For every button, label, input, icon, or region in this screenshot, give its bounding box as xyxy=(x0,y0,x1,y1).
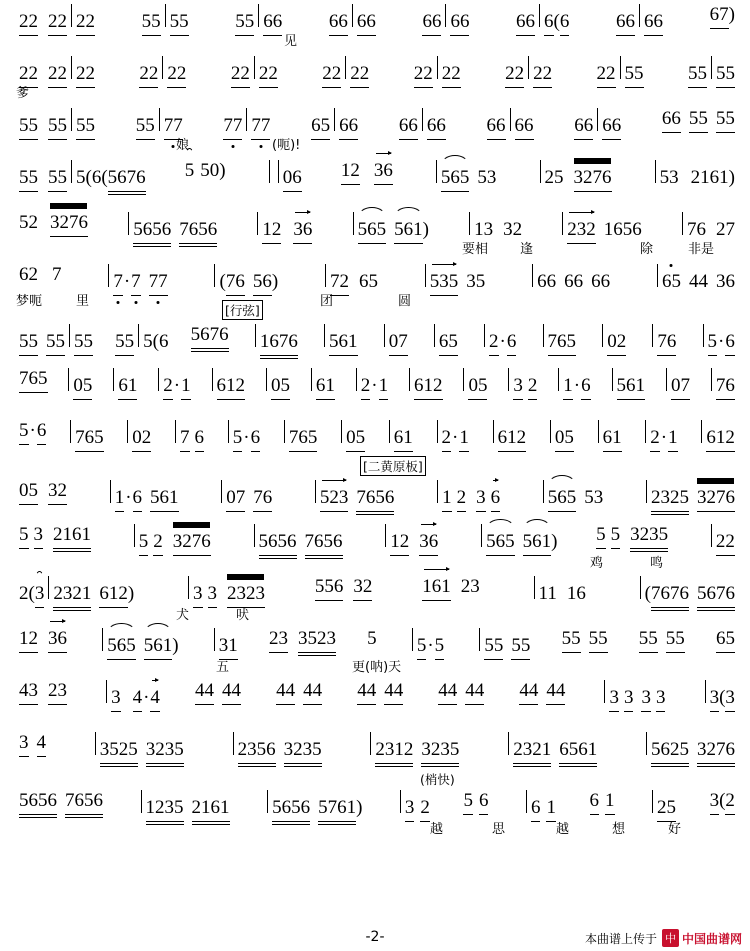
note-group: 05 32 xyxy=(18,480,68,505)
notation-row xyxy=(0,459,750,520)
note-group: 22 xyxy=(706,524,736,556)
note-group: 612 xyxy=(404,368,444,400)
note-group: 565 561 ) xyxy=(348,212,430,244)
note-group: 44 44 xyxy=(356,680,404,705)
note-group: 44 44 xyxy=(518,680,566,705)
note-group: 3 3 3 3 xyxy=(599,680,666,712)
note-group: 65 44 36 xyxy=(652,264,736,293)
lyric-text: 梦呃 xyxy=(16,294,43,309)
note-group: 07 xyxy=(661,368,691,400)
note-group: 31 xyxy=(209,628,239,660)
note-group: 2 · 1 xyxy=(351,368,389,400)
note-group: 77 77 xyxy=(222,108,271,140)
note-group: ( 7676 5676 xyxy=(635,576,736,608)
notation-row xyxy=(0,728,750,780)
lyric-text: 越 xyxy=(556,822,570,837)
lyric-text: 娘 xyxy=(176,138,190,153)
note-group: 66 66 xyxy=(573,108,622,140)
notation-row xyxy=(0,572,750,624)
notation-line xyxy=(18,212,736,244)
notation-line xyxy=(18,790,736,822)
note-group: 43 23 xyxy=(18,680,68,705)
note-group: 3 ( 2 xyxy=(709,790,736,815)
note-group: 61 xyxy=(306,368,336,400)
note-group: 22 22 xyxy=(230,56,279,88)
note-group: 55 55 xyxy=(687,56,736,88)
note-group: 565 561 ) xyxy=(97,628,179,660)
lyric-text: 五 xyxy=(216,660,230,675)
note-group: 66 6 ( 6 xyxy=(515,4,570,36)
note-group: 05 xyxy=(336,420,366,452)
note-group: 612 xyxy=(488,420,528,452)
note-group: 22 22 22 xyxy=(18,4,96,36)
note-group: 22 22 xyxy=(138,56,187,88)
note-group: 25 xyxy=(647,790,677,822)
tempo-tag-shaokuai: (梢快) xyxy=(420,772,455,787)
note-group: 66 66 xyxy=(328,4,377,36)
note-group: 55 55 xyxy=(638,628,686,653)
note-group: ( 76 56 ) xyxy=(209,264,279,296)
note-group: 5 · 6 xyxy=(18,420,47,445)
barline xyxy=(445,4,446,27)
barline xyxy=(639,4,640,27)
notation-line xyxy=(18,524,736,556)
notation-row xyxy=(0,520,750,572)
note-group: 76 xyxy=(647,324,677,356)
lyric-text: 团 xyxy=(320,294,334,309)
notation-row xyxy=(0,772,750,837)
note-group: 22 22 xyxy=(413,56,462,88)
note-group: 22 22 xyxy=(321,56,370,88)
lyric-text: 想 xyxy=(612,822,626,837)
notation-line xyxy=(18,160,736,192)
notation-line xyxy=(18,324,736,356)
lyric-text: 里 xyxy=(76,294,90,309)
note-group: 11 16 xyxy=(529,576,587,605)
lyric-text: 见 xyxy=(284,34,298,49)
note-group: 12 36 xyxy=(380,524,439,556)
note-group: 5 xyxy=(367,628,377,649)
note-group: 1 · 6 xyxy=(553,368,591,400)
lyric-text: 非是 xyxy=(688,242,715,257)
note-group: 72 65 xyxy=(320,264,379,296)
note-group: 535 35 xyxy=(420,264,487,296)
note-group: 765 xyxy=(18,368,49,393)
note-group: 2 · 1 xyxy=(432,420,470,452)
note-group: 13 32 xyxy=(464,212,523,241)
note-group: 161 23 xyxy=(421,576,481,601)
note-group: 2321 6561 xyxy=(503,732,598,764)
notation-line xyxy=(18,480,736,512)
note-group: 565 53 xyxy=(431,160,498,192)
note-group: 62 7 xyxy=(19,264,62,285)
note-group: 2356 3235 xyxy=(228,732,323,764)
note-group: 65 xyxy=(715,628,736,653)
note-group: 02 xyxy=(122,420,152,452)
note-group: 22 55 xyxy=(596,56,645,88)
notation-row xyxy=(0,303,750,364)
note-group: 1676 xyxy=(250,324,299,356)
note-group: 66 55 55 xyxy=(661,108,736,133)
note-group: 2 · 1 xyxy=(640,420,678,452)
lyric-text: 要相 xyxy=(462,242,489,257)
notation-row xyxy=(0,0,750,52)
note-group: 05 xyxy=(545,420,575,452)
lyric-text: 犬 xyxy=(176,608,190,623)
note-group: 55 55 xyxy=(141,4,190,36)
notation-line xyxy=(18,576,736,608)
note-group: 02 xyxy=(597,324,627,356)
note-group: 5656 5761 ) xyxy=(262,790,363,822)
note-group: 5625 3276 xyxy=(641,732,736,764)
note-group: 05 xyxy=(261,368,291,400)
note-group: 2 · 1 xyxy=(153,368,191,400)
note-group: 5 50) xyxy=(184,160,226,181)
note-group: 2 · 6 xyxy=(479,324,517,356)
credit-site-name: 中国曲谱网 xyxy=(681,931,742,946)
note-group: 65 66 xyxy=(310,108,359,140)
lyric-text: 更(呐)天 xyxy=(352,660,402,675)
note-group: 3 2 xyxy=(395,790,431,822)
note-group: 12 36 xyxy=(252,212,313,244)
note-group: 3525 3235 xyxy=(90,732,185,764)
note-group: 7 · 7 77 xyxy=(103,264,168,296)
lyric-text: (呃)! xyxy=(272,138,301,153)
note-group: 66 66 xyxy=(486,108,535,140)
lyric-text: 逢 xyxy=(520,242,534,257)
note-group: 61 xyxy=(593,420,623,452)
lyric-text: 吠 xyxy=(236,608,250,623)
note-group: 3 2 xyxy=(503,368,538,400)
note-group: 55 55 55 xyxy=(18,108,96,140)
notation-row xyxy=(0,156,750,208)
note-group: 5 3 2161 xyxy=(18,524,92,549)
barline xyxy=(352,4,353,27)
note-group: 66 66 xyxy=(421,4,470,36)
section-tag-xingxian: [行弦] xyxy=(222,300,263,320)
note-group: 05 xyxy=(63,368,93,400)
note-group: 6 1 xyxy=(521,790,557,822)
lyric-text: 越 xyxy=(430,822,444,837)
notation-line xyxy=(18,420,736,452)
note-group: 06 xyxy=(264,160,303,192)
note-group: 5656 7656 xyxy=(123,212,218,244)
note-group: 561 xyxy=(319,324,359,356)
note-group: 556 32 xyxy=(314,576,374,601)
note-group: 612 xyxy=(696,420,736,452)
notation-line xyxy=(18,264,736,296)
notation-row xyxy=(0,52,750,104)
note-group: 53 2161) xyxy=(650,160,736,189)
section-tag-erhuang: [二黄原板] xyxy=(360,456,426,476)
notation-row xyxy=(0,676,750,728)
note-group: 765 xyxy=(65,420,105,452)
barline xyxy=(539,4,540,27)
note-group: 565 53 xyxy=(538,480,605,512)
note-group: 07 76 xyxy=(216,480,273,512)
note-group: 67 ) xyxy=(709,4,736,29)
note-group: 1235 2161 xyxy=(136,790,231,822)
note-group: 2( 3 2321 612 ) xyxy=(18,576,135,608)
note-group: 55 55 xyxy=(474,628,531,660)
lyric-text: 鸡 xyxy=(590,556,604,571)
note-group: 76 xyxy=(706,368,736,400)
note-group: 765 xyxy=(538,324,578,356)
barline xyxy=(165,4,166,27)
note-group: 5676 xyxy=(190,324,230,349)
note-group: 66 66 xyxy=(398,108,447,140)
note-group: 3 4 xyxy=(18,732,47,757)
note-group: 52 3276 xyxy=(18,212,89,237)
note-group: 7 6 xyxy=(170,420,205,452)
notation-line xyxy=(18,56,736,88)
notation-line xyxy=(18,680,736,712)
note-group: 55 55 55 xyxy=(18,324,94,356)
note-group: 5656 7656 xyxy=(249,524,344,556)
notation-line xyxy=(18,732,736,764)
note-group: 612 xyxy=(207,368,247,400)
note-group: 5 · 6 xyxy=(223,420,261,452)
note-group: 55 55 xyxy=(561,628,609,653)
note-group: 44 44 xyxy=(194,680,242,705)
note-group: 61 xyxy=(108,368,138,400)
site-logo-icon: 中 xyxy=(662,929,679,947)
lyric-text: 圆 xyxy=(398,294,412,309)
note-group: 523 7656 xyxy=(310,480,396,512)
note-group: 22 22 22 xyxy=(18,56,96,88)
note-group: 561 xyxy=(607,368,647,400)
note-group: 55 66 xyxy=(234,4,283,36)
note-group: 565 561 ) xyxy=(476,524,558,556)
note-group: 5 2 3276 xyxy=(129,524,212,556)
site-credit xyxy=(585,929,742,947)
lyric-text: 好 xyxy=(668,822,682,837)
note-group: 1 · 6 561 xyxy=(105,480,180,512)
notation-row xyxy=(0,364,750,416)
lyric-text: 思 xyxy=(492,822,506,837)
note-group: 1 2 3 6 xyxy=(432,480,501,512)
page-number: -2- xyxy=(365,929,385,945)
note-group: 05 xyxy=(458,368,488,400)
note-group: 07 xyxy=(379,324,409,356)
lyric-text: 除 xyxy=(640,242,654,257)
note-group: 55 55 5(6( 5676 xyxy=(18,160,147,192)
note-group: 5 6 xyxy=(462,790,489,815)
note-group: 5 · 6 xyxy=(698,324,736,356)
lyric-text: 爹 xyxy=(16,86,30,101)
note-group: 55 5(6 xyxy=(114,324,169,356)
credit-prefix: 本曲谱上传于 xyxy=(584,931,657,946)
notation-line xyxy=(18,4,736,36)
note-group: 55 77 xyxy=(135,108,184,140)
note-group: 65 xyxy=(429,324,459,356)
note-group: 2312 3235 xyxy=(365,732,460,764)
note-group: 12 36 xyxy=(340,160,394,185)
notation-row xyxy=(0,624,750,676)
note-group: 5656 7656 xyxy=(18,790,104,815)
note-group: 76 27 xyxy=(677,212,736,241)
note-group: 44 44 xyxy=(437,680,485,705)
note-group: 5 · 5 xyxy=(407,628,445,660)
note-group: 23 3523 xyxy=(268,628,337,653)
note-group: 5 5 3235 xyxy=(595,524,669,549)
note-group: 6 1 xyxy=(589,790,616,815)
note-group: 66 66 xyxy=(615,4,664,36)
note-group: 61 xyxy=(384,420,414,452)
note-group: 12 36 xyxy=(18,628,68,653)
notation-row xyxy=(0,260,750,312)
note-group: 25 3276 xyxy=(535,160,613,192)
barline xyxy=(71,4,72,27)
note-group: 3 4 · 4 xyxy=(101,680,161,712)
note-group: 2325 3276 xyxy=(641,480,736,512)
notation-line xyxy=(18,368,736,400)
notation-row xyxy=(0,104,750,156)
barline xyxy=(258,4,259,27)
note-group: 44 44 xyxy=(275,680,323,705)
lyric-text: 鸣 xyxy=(650,556,664,571)
note-group: 3 3 2323 xyxy=(183,576,266,608)
note-group: 66 66 66 xyxy=(527,264,611,293)
notation-line xyxy=(18,108,736,140)
note-group: 22 22 xyxy=(504,56,553,88)
note-group: 3 ( 3 xyxy=(700,680,736,712)
notation-row xyxy=(0,208,750,260)
note-group: 765 xyxy=(279,420,319,452)
note-group: 232 1656 xyxy=(557,212,643,244)
